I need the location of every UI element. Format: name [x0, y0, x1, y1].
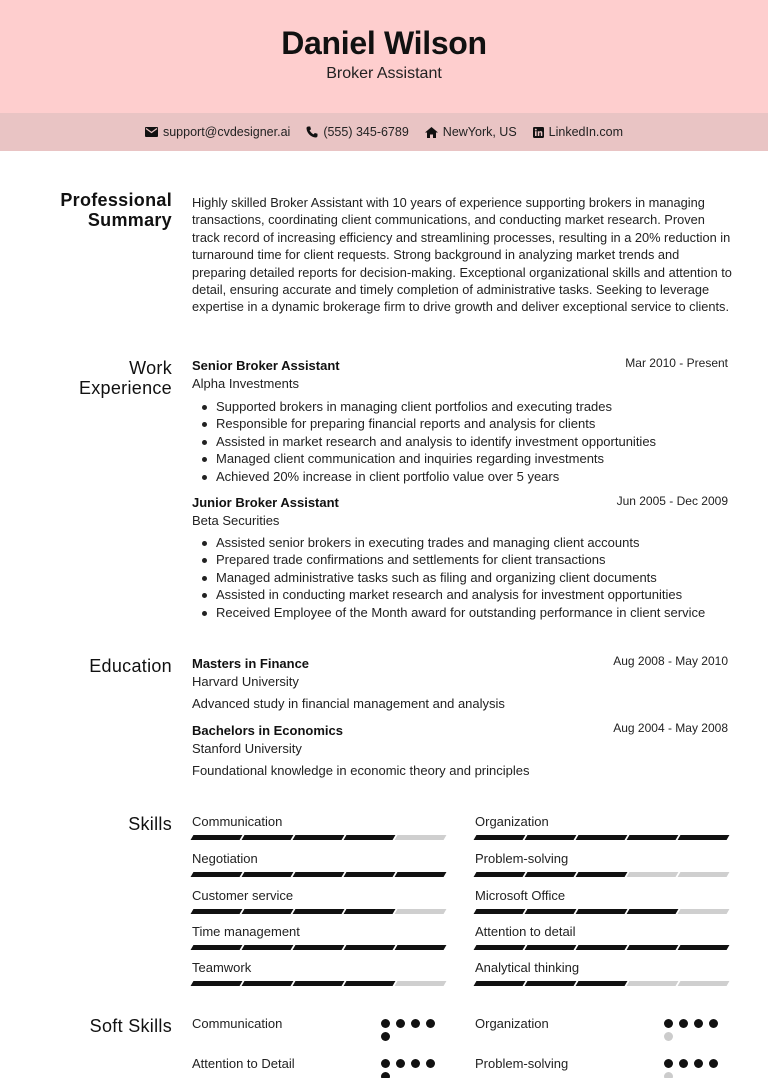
rating-dot-filled	[411, 1059, 420, 1068]
rating-segment-empty	[678, 872, 730, 877]
rating-dot-filled	[381, 1059, 390, 1068]
section-title-skills: Skills	[128, 814, 172, 834]
section-title-education: Education	[89, 656, 172, 676]
rating-dot-empty	[664, 1032, 673, 1041]
phone-icon	[306, 126, 318, 138]
job-title: Junior Broker Assistant	[192, 495, 339, 510]
list-item: Managed client communication and inquiries regarding investments	[216, 450, 736, 467]
rating-dot-filled	[396, 1019, 405, 1028]
skill-rating-bar	[192, 872, 445, 877]
soft-skill-name: Attention to Detail	[192, 1056, 295, 1071]
rating-segment-filled	[678, 835, 730, 840]
section-title-summary	[40, 190, 172, 230]
job-title: Senior Broker Assistant	[192, 358, 340, 373]
rating-segment-filled	[344, 909, 396, 914]
contact-email-text: support@cvdesigner.ai	[162, 125, 291, 139]
section-title-line: Professional	[60, 190, 172, 210]
rating-segment-filled	[293, 945, 345, 950]
rating-segment-filled	[678, 945, 730, 950]
skill-name: Customer service	[192, 888, 294, 903]
education-school: Stanford University	[192, 741, 302, 756]
rating-segment-filled	[627, 909, 679, 914]
list-item: Assisted senior brokers in executing trades and managing client accounts	[216, 534, 736, 551]
skill-rating-bar	[192, 835, 445, 840]
rating-dot-empty	[664, 1072, 673, 1078]
skill-name: Attention to detail	[475, 924, 576, 939]
rating-segment-filled	[242, 872, 294, 877]
rating-segment-filled	[474, 909, 526, 914]
rating-segment-filled	[525, 872, 577, 877]
skill-item	[475, 888, 728, 914]
rating-segment-filled	[191, 835, 243, 840]
education-date: Aug 2004 - May 2008	[613, 721, 728, 735]
skill-name: Negotiation	[192, 851, 258, 866]
contact-linkedin-text: LinkedIn.com	[548, 125, 624, 139]
list-item: Responsible for preparing financial reports and analysis for clients	[216, 415, 736, 432]
rating-dot-filled	[426, 1019, 435, 1028]
rating-dot-filled	[694, 1019, 703, 1028]
rating-segment-filled	[474, 835, 526, 840]
skill-item	[475, 851, 728, 877]
rating-segment-filled	[242, 909, 294, 914]
rating-dot-filled	[381, 1019, 390, 1028]
rating-segment-filled	[191, 981, 243, 986]
soft-skill-name: Problem-solving	[475, 1056, 569, 1071]
list-item: Prepared trade confirmations and settlements for client transactions	[216, 551, 736, 568]
job-bullets	[216, 534, 736, 621]
rating-segment-filled	[474, 945, 526, 950]
rating-segment-filled	[344, 945, 396, 950]
rating-segment-filled	[627, 835, 679, 840]
job-company: Beta Securities	[192, 513, 280, 528]
list-item: Managed administrative tasks such as filing and organizing client documents	[216, 569, 736, 586]
rating-segment-filled	[242, 945, 294, 950]
rating-segment-empty	[395, 909, 447, 914]
rating-segment-filled	[395, 872, 447, 877]
skill-item	[475, 924, 728, 950]
skill-rating-bar	[475, 872, 728, 877]
section-title-soft-skills: Soft Skills	[89, 1016, 172, 1036]
candidate-role: Broker Assistant	[326, 65, 442, 82]
rating-segment-filled	[474, 872, 526, 877]
rating-segment-filled	[627, 945, 679, 950]
skill-item	[192, 924, 445, 950]
rating-segment-filled	[576, 981, 628, 986]
job-company: Alpha Investments	[192, 376, 299, 391]
contact-email[interactable]	[145, 125, 290, 139]
section-title-line: Summary	[87, 210, 172, 230]
skill-rating-bar	[475, 835, 728, 840]
job-date: Mar 2010 - Present	[625, 356, 728, 370]
rating-segment-filled	[344, 981, 396, 986]
rating-segment-filled	[344, 835, 396, 840]
soft-skill-name: Organization	[475, 1016, 549, 1031]
contact-location-text: NewYork, US	[442, 125, 517, 139]
soft-skill-rating	[664, 1019, 724, 1041]
soft-skill-rating	[664, 1059, 724, 1078]
contact-bar	[0, 113, 768, 151]
section-title-line: Experience	[78, 378, 172, 398]
rating-dot-filled	[664, 1059, 673, 1068]
rating-segment-filled	[525, 981, 577, 986]
rating-segment-filled	[242, 981, 294, 986]
skill-item	[192, 888, 445, 914]
home-icon	[425, 127, 438, 138]
rating-segment-filled	[525, 835, 577, 840]
section-title-line: Work	[129, 358, 172, 378]
rating-segment-filled	[576, 909, 628, 914]
education-description: Foundational knowledge in economic theory and principles	[192, 763, 530, 778]
rating-segment-filled	[525, 945, 577, 950]
rating-segment-filled	[191, 909, 243, 914]
rating-segment-filled	[293, 835, 345, 840]
rating-dot-filled	[679, 1059, 688, 1068]
linkedin-icon	[533, 127, 544, 138]
contact-phone-text: (555) 345-6789	[323, 125, 409, 139]
education-date: Aug 2008 - May 2010	[613, 654, 728, 668]
rating-segment-filled	[525, 909, 577, 914]
rating-dot-filled	[679, 1019, 688, 1028]
education-school: Harvard University	[192, 674, 299, 689]
rating-segment-filled	[474, 981, 526, 986]
rating-segment-empty	[627, 981, 679, 986]
skill-rating-bar	[192, 945, 445, 950]
rating-segment-filled	[191, 945, 243, 950]
rating-segment-empty	[678, 909, 730, 914]
skill-name: Time management	[192, 924, 300, 939]
rating-dot-filled	[709, 1019, 718, 1028]
envelope-icon	[145, 127, 158, 137]
skill-rating-bar	[192, 981, 445, 986]
contact-linkedin[interactable]	[533, 125, 623, 139]
resume-header	[0, 0, 768, 113]
skill-item	[475, 814, 728, 840]
rating-dot-filled	[709, 1059, 718, 1068]
skill-rating-bar	[475, 981, 728, 986]
rating-segment-filled	[191, 872, 243, 877]
skill-name: Communication	[192, 814, 283, 829]
skill-name: Microsoft Office	[475, 888, 566, 903]
education-degree: Masters in Finance	[192, 656, 310, 671]
rating-segment-empty	[395, 835, 447, 840]
rating-segment-filled	[576, 945, 628, 950]
skill-name: Teamwork	[192, 960, 252, 975]
rating-dot-filled	[381, 1072, 390, 1078]
rating-segment-filled	[576, 872, 628, 877]
skill-name: Organization	[475, 814, 549, 829]
soft-skill-rating	[381, 1059, 441, 1078]
contact-location	[425, 125, 517, 139]
skill-item	[192, 851, 445, 877]
skill-name: Analytical thinking	[475, 960, 580, 975]
rating-dot-filled	[396, 1059, 405, 1068]
education-description: Advanced study in financial management and analysis	[192, 696, 505, 711]
skill-name: Problem-solving	[475, 851, 569, 866]
list-item: Assisted in market research and analysis to identify investment opportunities	[216, 433, 736, 450]
contact-phone[interactable]	[306, 125, 408, 139]
rating-segment-empty	[678, 981, 730, 986]
job-bullets	[216, 398, 736, 485]
soft-skill-name: Communication	[192, 1016, 283, 1031]
list-item: Achieved 20% increase in client portfolio value over 5 years	[216, 468, 736, 485]
rating-segment-filled	[395, 945, 447, 950]
education-degree: Bachelors in Economics	[192, 723, 343, 738]
rating-segment-filled	[293, 909, 345, 914]
section-title-work-experience	[40, 358, 172, 398]
rating-dot-filled	[664, 1019, 673, 1028]
skill-item	[475, 960, 728, 986]
rating-segment-empty	[627, 872, 679, 877]
list-item: Supported brokers in managing client portfolios and executing trades	[216, 398, 736, 415]
rating-dot-filled	[381, 1032, 390, 1041]
summary-text: Highly skilled Broker Assistant with 10 years of experience supporting brokers in managing transactions, coordinating client communications, and conducting market research. Proven track record of increasing efficiency and streamlining processes, resulting in a 20% reduction in turnaround time for client requests. Strong background in analyzing market trends and preparing detailed reports for decision-making. Exceptional organizational skills and attention to detail, ensuring accurate and timely completion of administrative tasks. Seeking to leverage expertise in a dynamic brokerage firm to drive growth and deliver exceptional service to clients.	[192, 195, 732, 315]
skill-rating-bar	[475, 945, 728, 950]
rating-segment-filled	[293, 872, 345, 877]
rating-dot-filled	[426, 1059, 435, 1068]
soft-skill-rating	[381, 1019, 441, 1041]
skill-rating-bar	[192, 909, 445, 914]
list-item: Assisted in conducting market research and analysis for investment opportunities	[216, 586, 736, 603]
job-date: Jun 2005 - Dec 2009	[616, 494, 728, 508]
rating-dot-filled	[694, 1059, 703, 1068]
rating-dot-filled	[411, 1019, 420, 1028]
rating-segment-filled	[576, 835, 628, 840]
rating-segment-empty	[395, 981, 447, 986]
rating-segment-filled	[293, 981, 345, 986]
skill-item	[192, 960, 445, 986]
rating-segment-filled	[344, 872, 396, 877]
list-item: Received Employee of the Month award for outstanding performance in client service	[216, 604, 736, 621]
skill-item	[192, 814, 445, 840]
candidate-name: Daniel Wilson	[281, 25, 487, 61]
skill-rating-bar	[475, 909, 728, 914]
rating-segment-filled	[242, 835, 294, 840]
